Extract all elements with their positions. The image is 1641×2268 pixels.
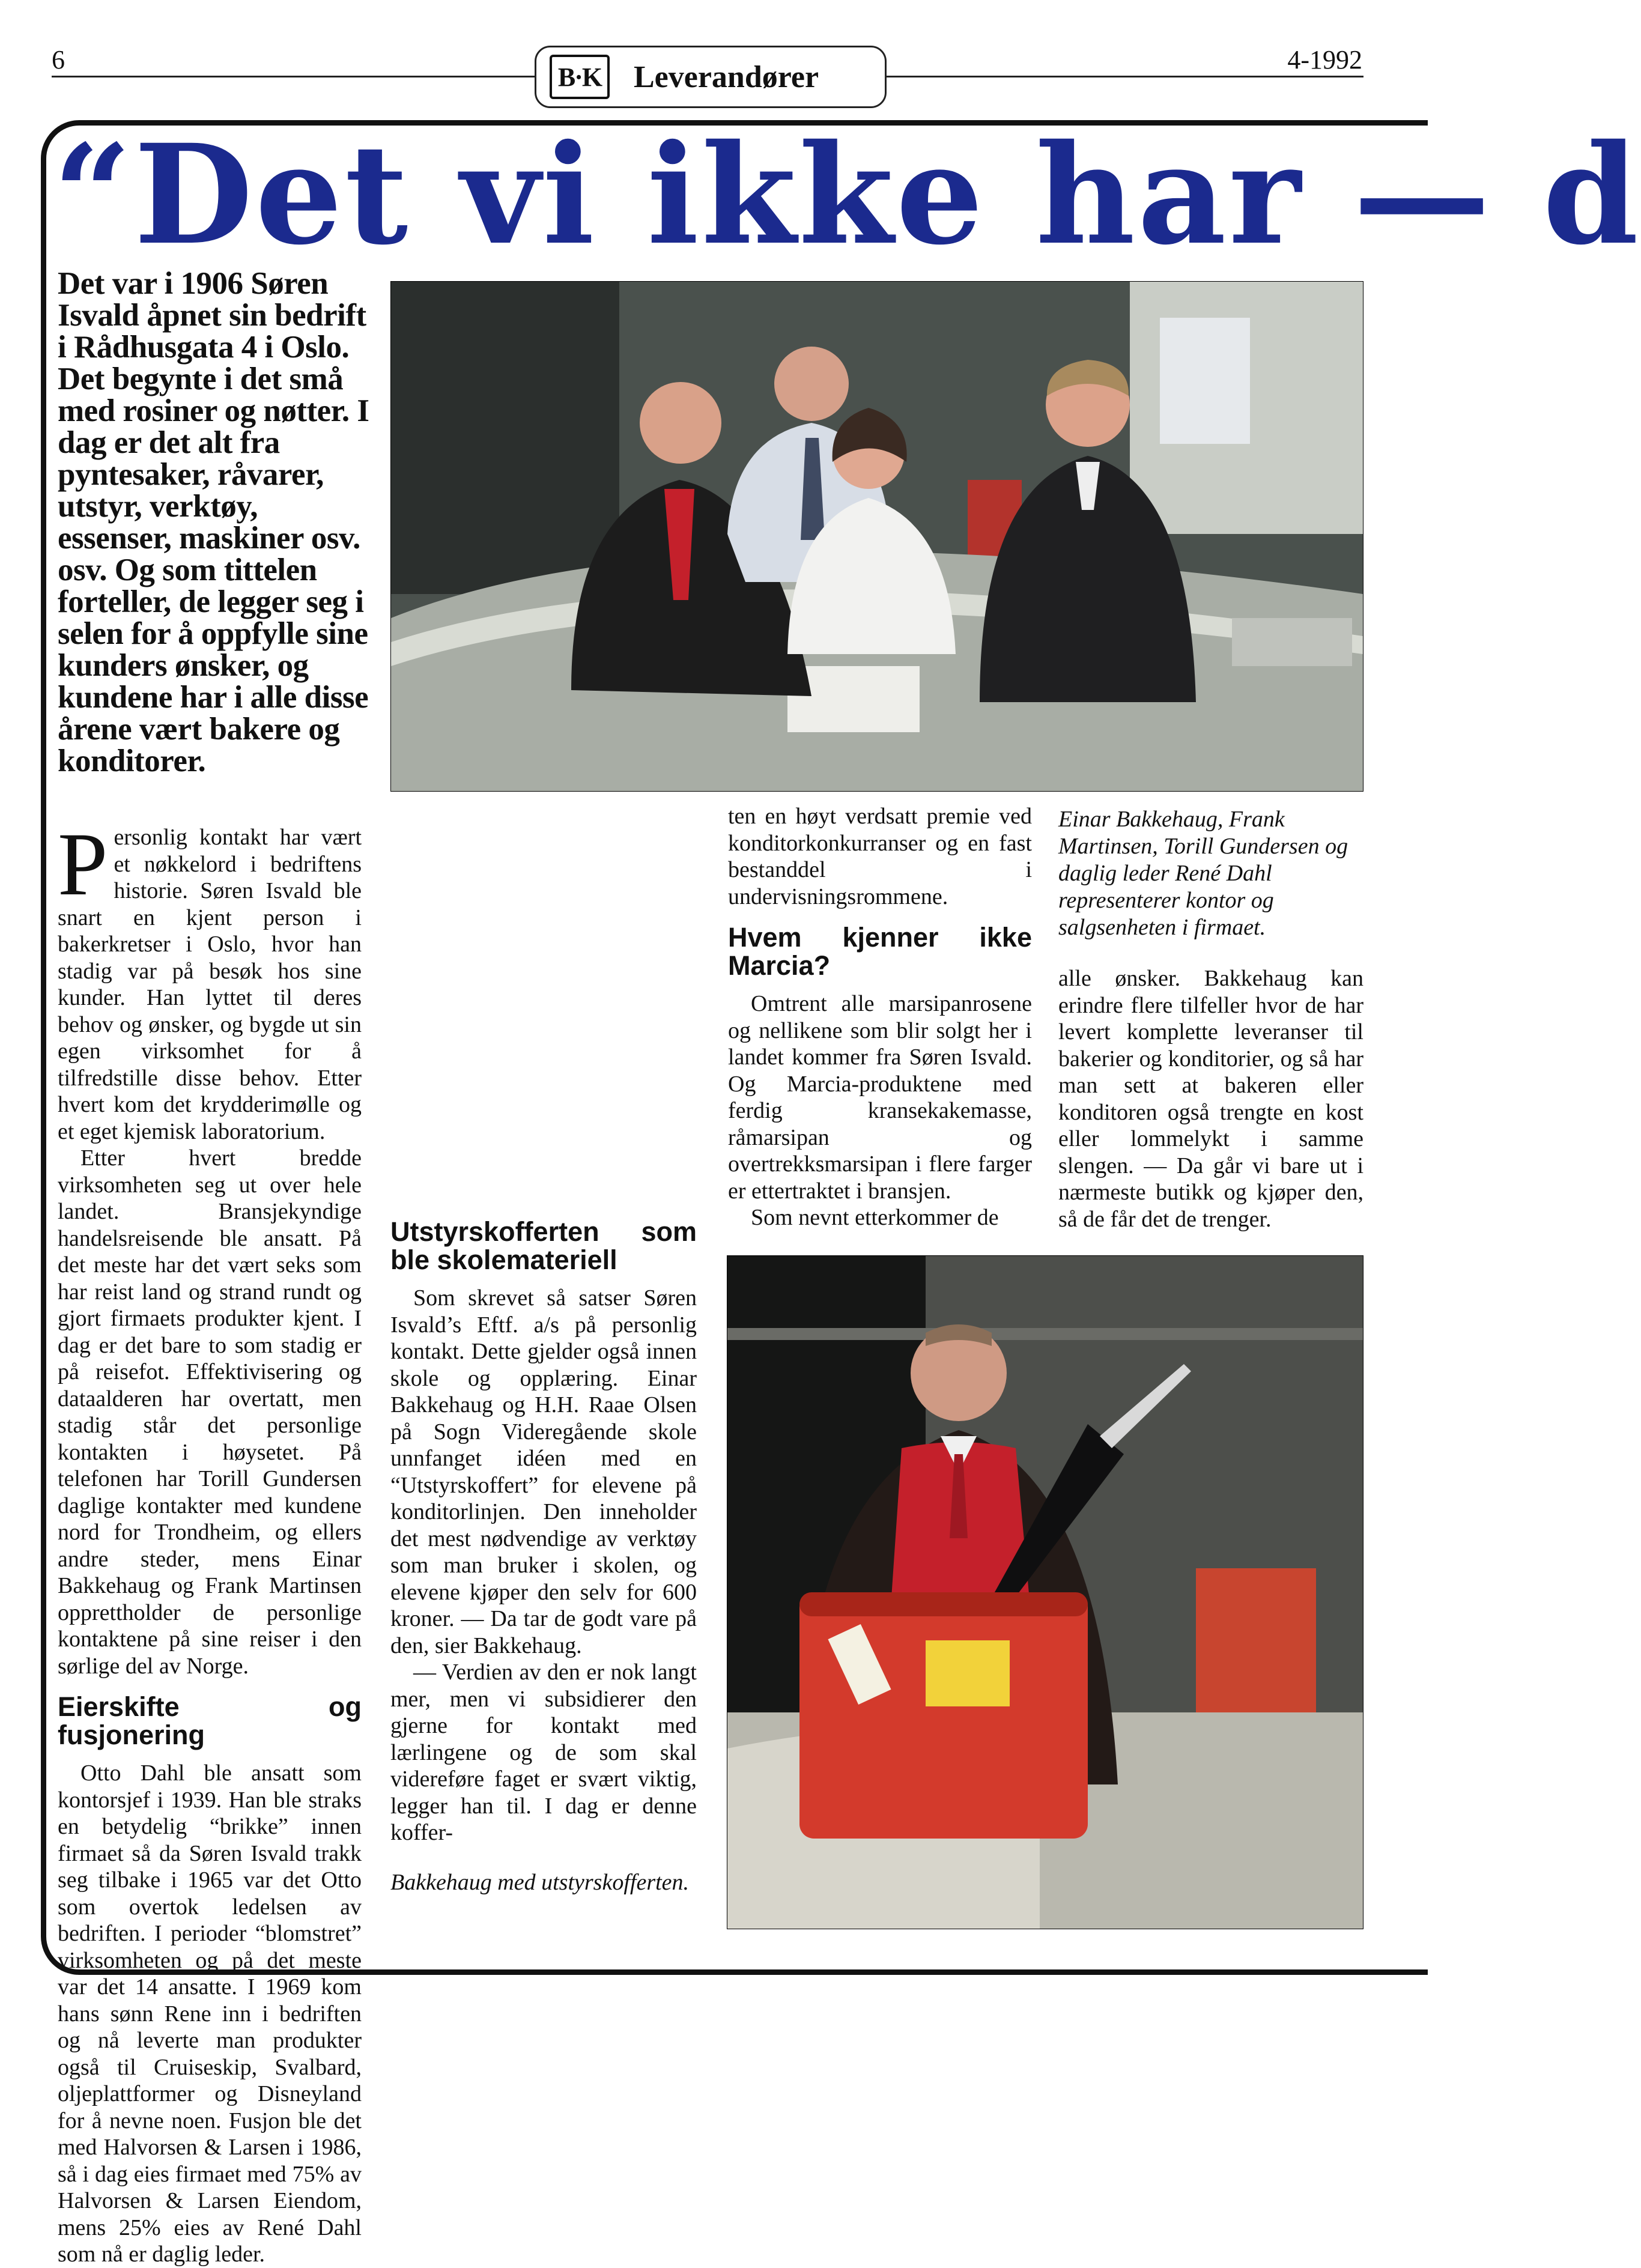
bk-logo: B·K xyxy=(550,55,610,99)
caption-staff: Einar Bakkehaug, Frank Martinsen, Torill Gundersen og daglig leder René Dahl representerer kontor og salgsenheten i firmaet. xyxy=(1058,807,1348,940)
section-title: Leverandører xyxy=(634,59,819,94)
header-rule-right xyxy=(883,76,1363,77)
section-label-box xyxy=(535,46,887,108)
column-2 xyxy=(390,803,697,1896)
column-1 xyxy=(58,814,362,2268)
staff-photo xyxy=(390,281,1363,792)
paragraph-8: Som nevnt etterkommer de xyxy=(751,1205,999,1230)
paragraph-2: Etter hvert bredde virksomheten seg ut over hele landet. Bransjekyndige handelsreisende ble ansatt. På det meste har det vært seks som har reist land og strand rundt og gjort firmaets produkter kjent. I dag er det bare to som stadig er på reisefot. Effektivisering og dataalderen har overtatt, men stadig står det personlige kontakten i høysetet. På telefonen har Torill Gundersen daglige kontakter med kundene nord for Trondheim, og ellers andre steder, mens Einar Bakkehaug og Frank Martinsen opprettholder de personlige kontaktene på sine reiser i den sørlige del av Norge. xyxy=(58,1145,362,1679)
paragraph-7: Omtrent alle marsipanrosene og nellikene som blir solgt her i landet kommer fra Søren Isvald. Og Marcia-produktene med ferdig kransekakemasse, råmarsipan og overtrekksmarsipan i flere farger er ettertraktet i bransjen. xyxy=(728,991,1032,1204)
toolcase-photo xyxy=(727,1255,1363,1929)
caption-bakkehaug: Bakkehaug med utstyrskofferten. xyxy=(390,1869,690,1895)
paragraph-6: ten en høyt verdsatt premie ved konditorkonkurranser og en fast bestanddel i undervisningsrommene. xyxy=(728,804,1032,909)
lead-paragraph: Det var i 1906 Søren Isvald åpnet sin bedrift i Rådhusgata 4 i Oslo. Det begynte i det små med rosiner og nøtter. I dag er det alt fra pyntesaker, råvarer, utstyr, verktøy, essenser, maskiner osv. osv. Og som tittelen forteller, de legger seg i selen for å oppfylle sine kunders ønsker, og kundene har i alle disse årene vært bakere og konditorer. xyxy=(58,266,369,778)
drop-cap: P xyxy=(58,814,108,914)
column-4 xyxy=(1058,806,1363,1233)
page-number: 6 xyxy=(52,45,65,74)
subhead-eierskifte: Eierskifte og fusjonering xyxy=(58,1691,362,1750)
subhead-marcia: Hvem kjenner ikke Marcia? xyxy=(728,922,1032,981)
paragraph-9: alle ønsker. Bakkehaug kan erindre flere tilfeller hvor de har levert komplette leveranser til bakerier og konditorier, og så har man sett at bakeren eller konditoren også trengte en kost eller lommelykt i samme slengen. — Da går vi bare ut i nærmeste butikk og kjøper den, så de får det de trenger. xyxy=(1058,966,1363,1232)
toolcase-photo-illustration xyxy=(727,1256,1363,1929)
issue-number: 4-1992 xyxy=(1287,45,1362,74)
subhead-utstyrskofferten: Utstyrskofferten som ble skolemateriell xyxy=(390,1216,697,1275)
headline: “Det vi ikke har — d xyxy=(53,114,1641,275)
paragraph-4: Som skrevet så satser Søren Isvald’s Eftf. a/s på personlig kontakt. Dette gjelder også innen skole og opplæring. Einar Bakkehaug og H.H. Raae Olsen på Sogn Videregående skole unnfanget idéen med en “Utstyrskoffert” for elevene på konditorlinjen. Den inneholder det mest nødvendige av verktøy som man bruker i skolen, og elevene kjøper den selv for 600 kroner. — Da tar de godt vare på den, sier Bakkehaug. xyxy=(390,1285,697,1658)
staff-photo-illustration xyxy=(391,282,1363,791)
paragraph-1: ersonlig kontakt har vært et nøkkelord i bedriftens historie. Søren Isvald ble snart en kjent person i bakerkretser i Oslo, hvor han stadig var på besøk hos sine kunder. Han lyttet til deres behov og ønsker, og bygde ut sin egen virksomhet for å tilfredstille disse behov. Etter hvert kom det krydderimølle og et eget kjemisk laboratorium. xyxy=(58,825,362,1144)
paragraph-3: Otto Dahl ble ansatt som kontorsjef i 1939. Han ble straks en betydelig “brikke” innen firmaet så da Søren Isvald trakk seg tilbake i 1965 var det Otto som overtok ledelsen av bedriften. I perioder “blomstret” virksomheten og på det meste var det 14 ansatte. I 1969 kom hans sønn Rene inn i bedriften og nå leverte man produkter også til Cruiseskip, Svalbard, oljeplattformer og Disneyland for å nevne noen. Fusjon ble det med Halvorsen & Larsen i 1986, så i dag eies firmaet med 75% av Halvorsen & Larsen Eiendom, mens 25% eies av René Dahl som nå er daglig leder. xyxy=(58,1760,362,2267)
header-rule-left xyxy=(52,76,536,77)
column-3 xyxy=(728,803,1032,1231)
paragraph-5: — Verdien av den er nok langt mer, men vi subsidierer den gjerne for kontakt med lærlingene og de som skal videreføre faget er svært viktig, legger han til. I dag er denne koffer- xyxy=(390,1660,697,1845)
